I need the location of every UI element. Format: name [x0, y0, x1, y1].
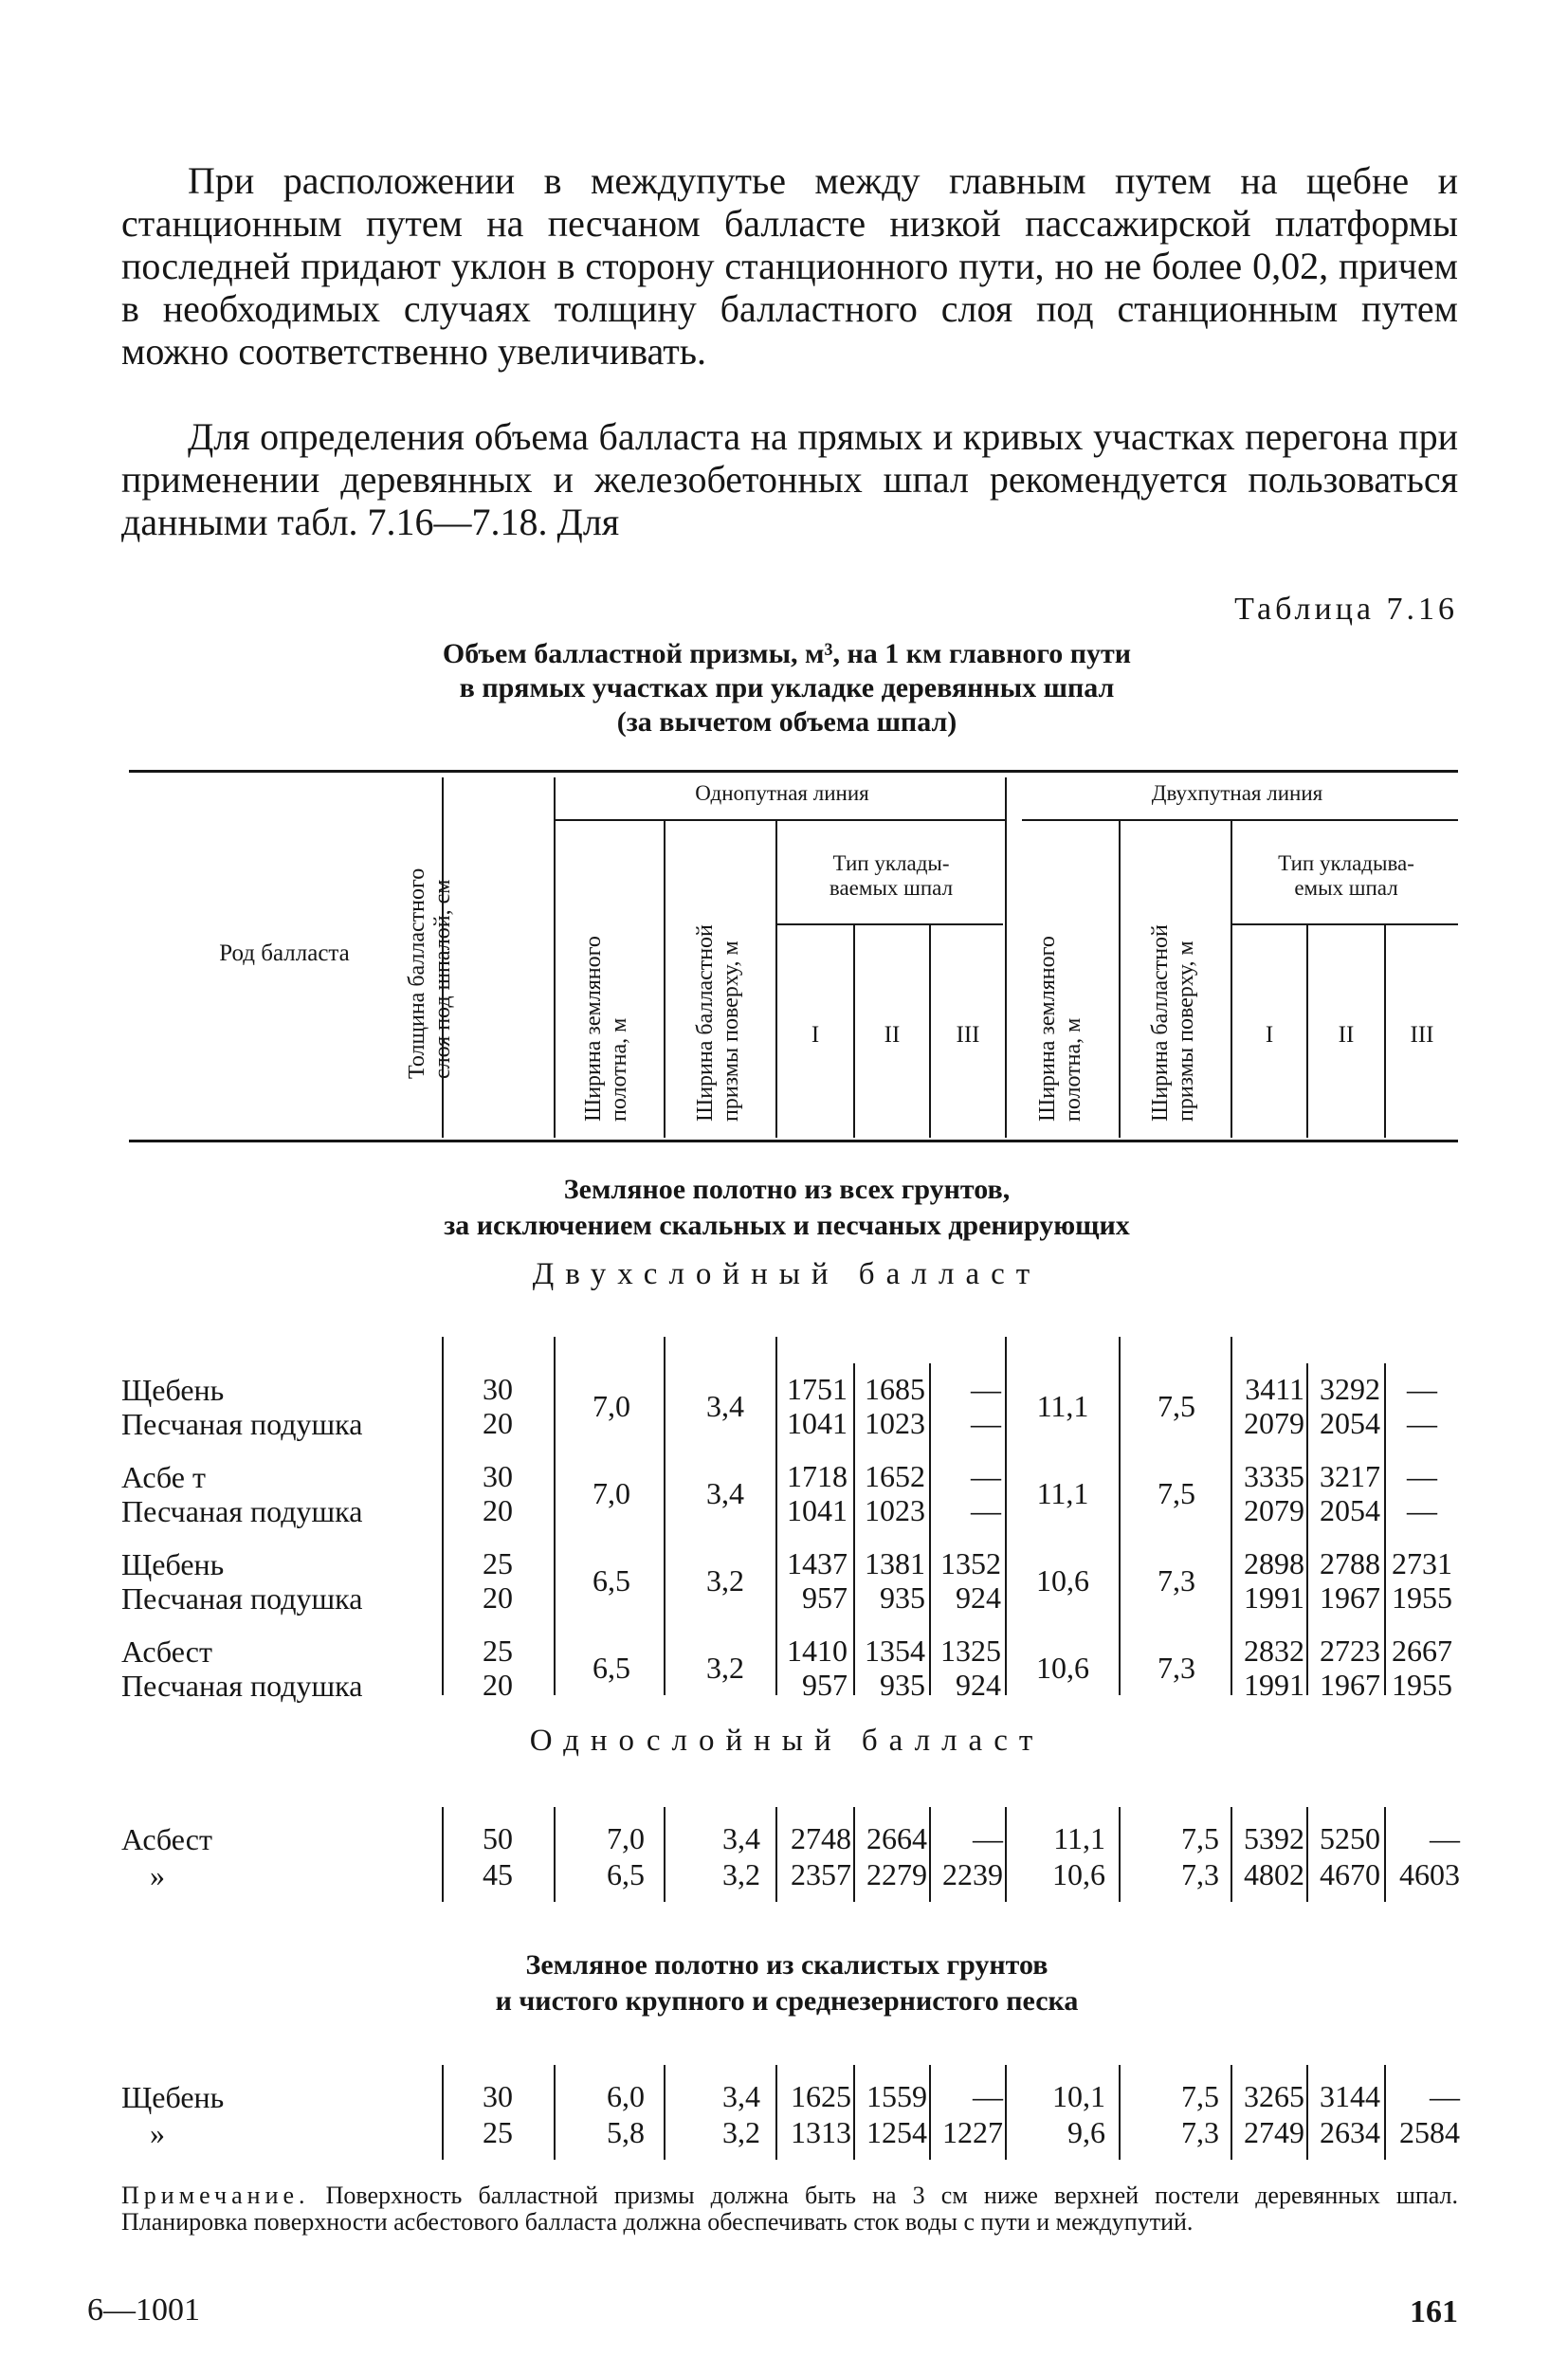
roadbed-width-value: 6,5: [593, 1563, 630, 1598]
volume-value: 957: [802, 1668, 848, 1702]
thickness-value: 25: [483, 2115, 513, 2149]
section-title-line: Земляное полотно из скалистых грунтов: [525, 1949, 1048, 1981]
volume-value: 1325: [940, 1634, 1001, 1668]
volume-value: 2664: [866, 1821, 927, 1855]
header-roadbed-width-single: [581, 847, 634, 1122]
volume-value: —: [1430, 2079, 1460, 2113]
header-divider: [664, 821, 665, 1138]
section-title-line: Земляное полотно из всех грунтов,: [563, 1174, 1011, 1205]
header-text: ваемых шпал: [829, 876, 954, 900]
ballast-name: »: [150, 1858, 165, 1892]
volume-value: 3217: [1320, 1459, 1380, 1493]
ballast-name: Песчаная подушка: [121, 1669, 363, 1703]
volume-value: 5392: [1244, 1821, 1304, 1855]
volume-value: —: [1407, 1406, 1437, 1440]
prism-width-value: 3,2: [722, 2115, 760, 2149]
volume-value: 5250: [1320, 1821, 1380, 1855]
prism-width-value: 7,5: [1181, 2079, 1219, 2113]
header-type-ii: II: [884, 1022, 901, 1048]
volume-value: 2748: [791, 1821, 851, 1855]
column-divider: [1384, 2065, 1386, 2160]
column-divider: [1384, 1807, 1386, 1902]
volume-value: 1023: [865, 1493, 925, 1527]
volume-value: 935: [880, 1668, 925, 1702]
table-caption-line-3: (за вычетом объема шпал): [616, 706, 957, 738]
print-code: 6—1001: [87, 2292, 200, 2328]
volume-value: 1313: [791, 2115, 851, 2149]
volume-value: 3265: [1244, 2079, 1304, 2113]
thickness-value: 25: [483, 1634, 513, 1668]
thickness-value: 30: [483, 1459, 513, 1493]
prism-width-value: 3,2: [722, 1857, 760, 1891]
section-title-line: за исключением скальных и песчаных дренирующих: [444, 1210, 1130, 1241]
volume-value: 4603: [1399, 1857, 1460, 1891]
header-text: призмы поверху, м: [719, 940, 743, 1122]
column-divider: [664, 2065, 665, 2160]
header-divider: [1231, 821, 1232, 1138]
prism-width-value: 3,4: [722, 1821, 760, 1855]
ballast-name: Асбест: [121, 1822, 212, 1856]
ballast-name: Песчаная подушка: [121, 1581, 363, 1616]
volume-value: 2731: [1392, 1546, 1452, 1580]
thickness-value: 45: [483, 1857, 513, 1891]
table-note: [121, 2182, 1458, 2236]
header-divider: [775, 821, 777, 1138]
volume-value: 1559: [866, 2079, 927, 2113]
note-text: Поверхность балластной призмы должна быть на 3 см ниже верхней постели деревянных шпал. Планировка поверхности асбестового балласта должна обеспечивать сток воды с пути и междупутий.: [121, 2182, 1458, 2236]
header-type-iii: III: [1410, 1022, 1434, 1048]
section-title-all-soils: [284, 1172, 1289, 1244]
volume-value: 2898: [1244, 1546, 1304, 1580]
header-text: Тип уклады-: [832, 851, 950, 875]
thickness-value: 20: [483, 1668, 513, 1702]
volume-value: —: [971, 1493, 1001, 1527]
header-roadbed-width-double: [1035, 847, 1088, 1122]
thickness-value: 30: [483, 2079, 513, 2113]
column-divider: [664, 1807, 665, 1902]
table-caption-line-2: в прямых участках при укладке деревянных шпал: [459, 672, 1115, 703]
header-divider: [554, 777, 556, 1138]
column-divider: [853, 1807, 855, 1902]
thickness-value: 30: [483, 1372, 513, 1406]
section-title-rocky-soils: [284, 1947, 1289, 2019]
header-prism-width-double: [1148, 847, 1201, 1122]
thickness-value: 25: [483, 1546, 513, 1580]
volume-value: 2239: [942, 1857, 1003, 1891]
volume-value: 2054: [1320, 1406, 1380, 1440]
header-text: Ширина балластной: [693, 924, 718, 1122]
volume-value: 1718: [787, 1459, 848, 1493]
ballast-name: »: [150, 2116, 165, 2150]
roadbed-width-value: 6,0: [607, 2079, 645, 2113]
column-divider: [775, 2065, 777, 2160]
header-text: призмы поверху, м: [1174, 940, 1198, 1122]
roadbed-width-value: 7,0: [593, 1389, 630, 1423]
volume-value: —: [971, 1372, 1001, 1406]
volume-value: 1437: [787, 1546, 848, 1580]
double-type-rule: [1232, 923, 1458, 925]
paragraph-1-text: При расположении в междупутье между главным путем на щебне и станционным путем на песчаном балласте низкой пассажирской платформы последней придают уклон в сторону станционного пути, но не более 0,02, причем в необходимых случаях толщину балластного слоя под станционным путем можно соответственно увеличивать.: [121, 159, 1458, 373]
roadbed-width-value: 10,6: [1052, 1857, 1105, 1891]
page-number: 161: [1410, 2294, 1458, 2329]
volume-value: 1041: [787, 1406, 848, 1440]
column-divider: [929, 1363, 931, 1695]
ballast-name: Щебень: [121, 2080, 225, 2114]
ballast-name: Щебень: [121, 1547, 225, 1581]
header-text: слоя под шпалой, см: [430, 879, 455, 1079]
volume-value: 1410: [787, 1634, 848, 1668]
ballast-name: Асбест: [121, 1634, 212, 1669]
roadbed-width-value: 6,5: [593, 1651, 630, 1685]
volume-value: 1967: [1320, 1668, 1380, 1702]
roadbed-width-value: 11,1: [1036, 1476, 1089, 1510]
header-divider: [1119, 821, 1121, 1138]
header-text: Ширина земляного: [1035, 936, 1060, 1122]
column-divider: [664, 1337, 665, 1695]
column-divider: [554, 1807, 556, 1902]
volume-value: 1625: [791, 2079, 851, 2113]
column-divider: [554, 2065, 556, 2160]
roadbed-width-value: 10,1: [1052, 2079, 1105, 2113]
header-type-ii: II: [1338, 1022, 1355, 1048]
volume-value: 2832: [1244, 1634, 1304, 1668]
header-text: полотна, м: [1061, 1017, 1085, 1122]
header-prism-width-single: [693, 847, 746, 1122]
column-divider: [1005, 1807, 1007, 1902]
header-sleeper-type-double: [1234, 851, 1458, 901]
volume-value: —: [971, 1459, 1001, 1493]
volume-value: 1991: [1244, 1580, 1304, 1615]
volume-value: 2634: [1320, 2115, 1380, 2149]
volume-value: —: [1407, 1459, 1437, 1493]
table-header-bottom-rule: [129, 1140, 1458, 1142]
volume-value: 2357: [791, 1857, 851, 1891]
column-divider: [1384, 1363, 1386, 1695]
volume-value: 2584: [1399, 2115, 1460, 2149]
header-type-iii: III: [956, 1022, 980, 1048]
header-ballast-kind: Род балласта: [219, 940, 350, 966]
volume-value: 2054: [1320, 1493, 1380, 1527]
volume-value: 1685: [865, 1372, 925, 1406]
table-caption-line-1: Объем балластной призмы, м³, на 1 км главного пути: [442, 638, 1132, 669]
table-number: Таблица 7.16: [1234, 592, 1458, 627]
volume-value: 1751: [787, 1372, 848, 1406]
header-divider: [1005, 777, 1007, 1138]
prism-width-value: 7,5: [1158, 1476, 1195, 1510]
header-text: Ширина балластной: [1148, 924, 1173, 1122]
volume-value: 1041: [787, 1493, 848, 1527]
single-type-rule: [775, 923, 1003, 925]
header-type-i: I: [811, 1022, 820, 1048]
volume-value: —: [1407, 1372, 1437, 1406]
volume-value: 2749: [1244, 2115, 1304, 2149]
volume-value: —: [1407, 1493, 1437, 1527]
volume-value: 4802: [1244, 1857, 1304, 1891]
column-divider: [1306, 1363, 1308, 1695]
prism-width-value: 3,4: [706, 1476, 744, 1510]
volume-value: 3411: [1245, 1372, 1304, 1406]
header-text: Тип укладыва-: [1278, 851, 1414, 875]
column-divider: [554, 1337, 556, 1695]
volume-value: 1381: [865, 1546, 925, 1580]
volume-value: 2079: [1244, 1493, 1304, 1527]
column-divider: [1119, 2065, 1121, 2160]
volume-value: —: [973, 2079, 1003, 2113]
table-caption: [284, 637, 1289, 740]
volume-value: —: [971, 1406, 1001, 1440]
column-divider: [442, 1337, 444, 1695]
volume-value: 1955: [1392, 1668, 1452, 1702]
volume-value: 4670: [1320, 1857, 1380, 1891]
thickness-value: 20: [483, 1493, 513, 1527]
volume-value: 935: [880, 1580, 925, 1615]
volume-value: 2788: [1320, 1546, 1380, 1580]
thickness-value: 20: [483, 1406, 513, 1440]
column-divider: [442, 2065, 444, 2160]
volume-value: 2667: [1392, 1634, 1452, 1668]
volume-value: 2079: [1244, 1406, 1304, 1440]
header-type-i: I: [1265, 1022, 1274, 1048]
thickness-value: 50: [483, 1821, 513, 1855]
column-divider: [853, 2065, 855, 2160]
volume-value: 3144: [1320, 2079, 1380, 2113]
volume-value: 3292: [1320, 1372, 1380, 1406]
prism-width-value: 7,3: [1158, 1651, 1195, 1685]
ballast-name: Асбе т: [121, 1460, 206, 1494]
roadbed-width-value: 7,0: [593, 1476, 630, 1510]
column-divider: [1119, 1337, 1121, 1695]
roadbed-width-value: 5,8: [607, 2115, 645, 2149]
column-divider: [1306, 1807, 1308, 1902]
volume-value: 1227: [942, 2115, 1003, 2149]
volume-value: 1352: [940, 1546, 1001, 1580]
paragraph-2: [121, 415, 1458, 543]
header-double-line: Двухпутная линия: [1151, 781, 1323, 805]
volume-value: 957: [802, 1580, 848, 1615]
column-divider: [1005, 1337, 1007, 1695]
column-divider: [775, 1337, 777, 1695]
column-divider: [1119, 1807, 1121, 1902]
double-line-rule: [1022, 819, 1458, 821]
thickness-value: 20: [483, 1580, 513, 1615]
roadbed-width-value: 6,5: [607, 1857, 645, 1891]
column-divider: [929, 1807, 931, 1902]
prism-width-value: 7,3: [1181, 1857, 1219, 1891]
single-line-rule: [556, 819, 1005, 821]
note-lead: Примечание.: [121, 2182, 310, 2209]
prism-width-value: 3,4: [722, 2079, 760, 2113]
volume-value: —: [1430, 1821, 1460, 1855]
prism-width-value: 3,4: [706, 1389, 744, 1423]
volume-value: 1354: [865, 1634, 925, 1668]
header-text: полотна, м: [607, 1017, 631, 1122]
roadbed-width-value: 10,6: [1036, 1563, 1089, 1598]
roadbed-width-value: 11,1: [1036, 1389, 1089, 1423]
ballast-name: Щебень: [121, 1373, 225, 1407]
volume-value: 1652: [865, 1459, 925, 1493]
ballast-name: Песчаная подушка: [121, 1494, 363, 1528]
ballast-name: Песчаная подушка: [121, 1407, 363, 1441]
volume-value: 924: [956, 1580, 1001, 1615]
header-text: емых шпал: [1294, 876, 1398, 900]
column-divider: [775, 1807, 777, 1902]
section-title-line: и чистого крупного и среднезернистого песка: [495, 1985, 1079, 2017]
paragraph-1: [121, 159, 1458, 373]
column-divider: [929, 2065, 931, 2160]
prism-width-value: 3,2: [706, 1651, 744, 1685]
prism-width-value: 7,5: [1158, 1389, 1195, 1423]
volume-value: 2723: [1320, 1634, 1380, 1668]
volume-value: 1955: [1392, 1580, 1452, 1615]
subtitle-two-layer: Двухслойный балласт: [532, 1257, 1042, 1291]
subtitle-single-layer: Однослойный балласт: [529, 1724, 1045, 1758]
roadbed-width-value: 10,6: [1036, 1651, 1089, 1685]
column-divider: [1005, 2065, 1007, 2160]
table-top-rule: [129, 770, 1458, 773]
column-divider: [1231, 1337, 1232, 1695]
volume-value: —: [973, 1821, 1003, 1855]
volume-value: 2279: [866, 1857, 927, 1891]
prism-width-value: 7,5: [1181, 1821, 1219, 1855]
header-single-line: Однопутная линия: [695, 781, 869, 805]
header-layer-thickness: [405, 832, 458, 1079]
volume-value: 924: [956, 1668, 1001, 1702]
roadbed-width-value: 9,6: [1067, 2115, 1105, 2149]
paragraph-2-text: Для определения объема балласта на прямых и кривых участках перегона при применении деревянных и железобетонных шпал рекомендуется пользоваться данными табл. 7.16—7.18. Для: [121, 415, 1458, 543]
column-divider: [1231, 1807, 1232, 1902]
volume-value: 1023: [865, 1406, 925, 1440]
prism-width-value: 3,2: [706, 1563, 744, 1598]
volume-value: 3335: [1244, 1459, 1304, 1493]
prism-width-value: 7,3: [1181, 2115, 1219, 2149]
roadbed-width-value: 7,0: [607, 1821, 645, 1855]
prism-width-value: 7,3: [1158, 1563, 1195, 1598]
volume-value: 1991: [1244, 1668, 1304, 1702]
volume-value: 1254: [866, 2115, 927, 2149]
column-divider: [1231, 2065, 1232, 2160]
header-text: Толщина балластного: [405, 867, 429, 1079]
column-divider: [442, 1807, 444, 1902]
column-divider: [853, 1363, 855, 1695]
header-sleeper-type-single: [779, 851, 1003, 901]
header-text: Ширина земляного: [581, 936, 606, 1122]
column-divider: [1306, 2065, 1308, 2160]
roadbed-width-value: 11,1: [1053, 1821, 1105, 1855]
volume-value: 1967: [1320, 1580, 1380, 1615]
